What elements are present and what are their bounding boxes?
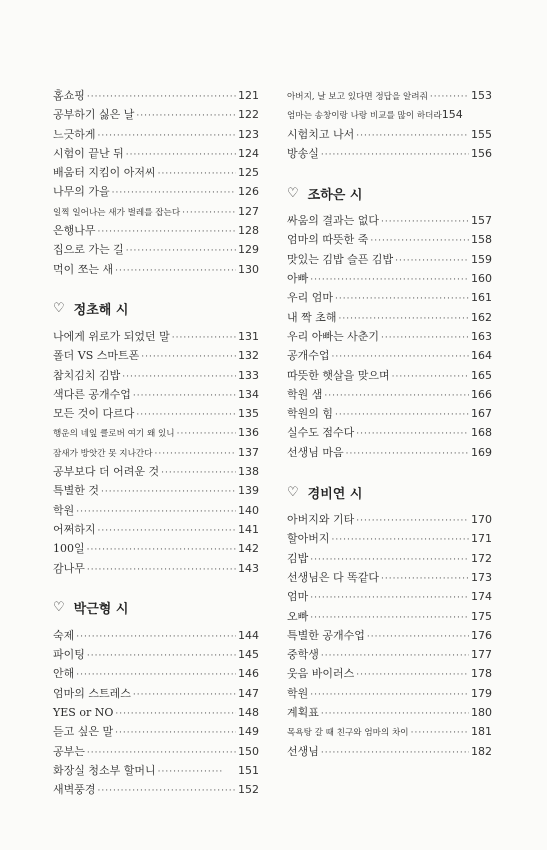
entry-page: 143	[238, 561, 259, 575]
toc-entry[interactable]	[53, 520, 259, 539]
leader-dots	[112, 184, 236, 203]
entry-title: 김밥	[287, 551, 309, 565]
toc-entry[interactable]	[287, 645, 492, 664]
toc-entry[interactable]	[53, 684, 259, 703]
entry-title: 웃음 바이러스	[287, 667, 355, 681]
entry-page: 162	[471, 310, 492, 324]
leader-dots	[115, 705, 236, 724]
entry-title: 선생님은 다 똑같다	[287, 570, 380, 584]
leader-dots	[155, 445, 236, 464]
entry-page: 160	[471, 272, 492, 286]
toc-entry[interactable]	[53, 423, 259, 442]
entry-title: 시험이 끝난 뒤	[53, 146, 124, 160]
entry-title: 잠새가 방앗간 못 지나간다	[53, 448, 153, 459]
toc-entry[interactable]	[287, 703, 492, 722]
toc-entry[interactable]	[53, 481, 259, 500]
entry-page: 125	[238, 166, 259, 180]
entry-title: 학원	[287, 686, 309, 700]
entry-title: 집으로 가는 길	[53, 243, 124, 257]
entry-page: 156	[471, 146, 492, 160]
entry-page: 149	[238, 725, 259, 739]
toc-entry[interactable]	[287, 125, 492, 144]
toc-group	[53, 86, 259, 279]
entry-title: 나무의 가을	[53, 185, 110, 199]
toc-entry[interactable]	[287, 568, 492, 587]
toc-entry[interactable]	[53, 86, 259, 105]
leader-dots	[158, 165, 236, 184]
entry-page: 181	[471, 725, 492, 739]
toc-entry[interactable]	[287, 269, 492, 288]
leader-dots	[158, 763, 222, 782]
toc-entry[interactable]	[287, 366, 492, 385]
entry-page: 124	[238, 146, 259, 160]
entry-page: 161	[471, 291, 492, 305]
entry-page: 138	[238, 465, 259, 479]
toc-entry[interactable]	[53, 240, 259, 259]
toc-entry[interactable]	[287, 346, 492, 365]
entry-page: 121	[238, 89, 259, 102]
entry-page: 130	[238, 262, 259, 276]
leader-dots	[367, 628, 469, 647]
entry-title: 아빠	[287, 272, 309, 286]
toc-entry[interactable]	[53, 501, 259, 520]
entry-page: 174	[471, 590, 492, 604]
leader-dots	[381, 213, 469, 232]
entry-title: 특별한 공개수업	[287, 628, 365, 642]
entry-title: 선생님	[287, 744, 319, 758]
entry-title: 공부보다 더 어려운 것	[53, 465, 160, 479]
entry-page: 178	[471, 667, 492, 681]
leader-dots	[356, 127, 469, 146]
toc-entry[interactable]	[53, 443, 259, 462]
section-title: 조하은 시	[307, 187, 363, 203]
entry-title: 학원	[53, 503, 75, 517]
toc-entry[interactable]	[287, 423, 492, 442]
toc-entry[interactable]	[53, 163, 259, 182]
toc-entry[interactable]	[53, 539, 259, 558]
entry-title: 오빠	[287, 609, 309, 623]
leader-dots	[321, 744, 469, 763]
toc-entry[interactable]	[53, 626, 259, 645]
toc-entry[interactable]	[287, 385, 492, 404]
entry-title: 모든 것이 다르다	[53, 407, 135, 421]
toc-entry[interactable]	[287, 607, 492, 626]
leader-dots	[356, 512, 469, 531]
entry-page: 167	[471, 407, 492, 421]
leader-dots	[310, 686, 469, 705]
entry-page: 177	[471, 648, 492, 662]
leader-dots	[381, 570, 469, 589]
entry-page: 153	[471, 89, 492, 102]
entry-title: 나에게 위로가 되었던 말	[53, 329, 170, 343]
entry-title: 아버지, 날 보고 있다면 정답을 알려줘	[287, 92, 428, 102]
toc-group	[287, 510, 492, 761]
leader-dots	[76, 503, 236, 522]
entry-title: 듣고 싶은 말	[53, 725, 114, 739]
entry-page: 163	[471, 329, 492, 343]
entry-title: 엄마는 송창이랑 나랑 비교를 많이 하더라	[287, 111, 442, 122]
entry-page: 157	[471, 214, 492, 228]
toc-left-column	[53, 86, 259, 800]
toc-entry[interactable]	[53, 559, 259, 578]
entry-page: 172	[471, 551, 492, 565]
entry-page: 134	[238, 387, 259, 401]
leader-dots	[381, 329, 469, 348]
toc-entry[interactable]	[53, 327, 259, 346]
leader-dots	[136, 107, 236, 126]
entry-title: 행운의 네잎 클로버 여기 왜 있니	[53, 429, 175, 440]
section-header	[53, 299, 259, 319]
entry-page: 180	[471, 706, 492, 720]
entry-title: 학원의 힘	[287, 407, 334, 421]
entry-page: 170	[471, 513, 492, 527]
leader-dots	[356, 666, 469, 685]
leader-dots	[392, 368, 469, 387]
toc-entry[interactable]	[287, 626, 492, 645]
toc-entry[interactable]	[287, 510, 492, 529]
toc-entry[interactable]	[53, 260, 259, 279]
entry-title: 색다른 공개수업	[53, 387, 131, 401]
toc-entry[interactable]	[53, 742, 259, 761]
entry-page: 132	[238, 349, 259, 363]
leader-dots	[115, 262, 236, 281]
leader-dots	[324, 387, 469, 406]
entry-title: 학원 샘	[287, 387, 323, 401]
toc-group	[287, 211, 492, 462]
entry-title: 새벽풍경	[53, 783, 96, 797]
leader-dots	[182, 204, 236, 223]
entry-title: 공부는	[53, 744, 85, 758]
leader-dots	[122, 368, 236, 387]
leader-dots	[321, 146, 469, 165]
entry-title: 목욕탕 갈 때 친구와 엄마의 차이	[287, 728, 409, 739]
section-title: 정초해 시	[73, 303, 129, 319]
entry-title: 감나무	[53, 561, 85, 575]
toc-entry[interactable]	[287, 86, 492, 105]
toc-entry[interactable]	[287, 742, 492, 761]
entry-title: 화장실 청소부 할머니	[53, 763, 156, 777]
toc-entry[interactable]	[53, 761, 259, 780]
toc-right-column	[287, 86, 492, 761]
leader-dots	[335, 290, 469, 309]
toc-entry[interactable]	[287, 664, 492, 683]
leader-dots	[321, 705, 469, 724]
toc-group	[53, 626, 259, 800]
entry-page: 159	[471, 252, 492, 266]
entry-page: 155	[471, 127, 492, 141]
leader-dots	[310, 271, 469, 290]
toc-entry[interactable]	[53, 722, 259, 741]
entry-page: 173	[471, 570, 492, 584]
toc-entry[interactable]	[287, 404, 492, 423]
leader-dots	[101, 483, 236, 502]
heart-icon: ♡	[287, 484, 299, 500]
leader-dots	[161, 464, 236, 483]
entry-title: 파이팅	[53, 648, 85, 662]
leader-dots	[136, 406, 236, 425]
toc-entry[interactable]	[287, 105, 492, 124]
toc-entry[interactable]	[53, 385, 259, 404]
section-header	[53, 598, 259, 618]
entry-title: 공부하기 싫은 날	[53, 108, 135, 122]
toc-entry[interactable]	[53, 366, 259, 385]
section-title: 경비연 시	[307, 486, 363, 502]
entry-page: 150	[238, 744, 259, 758]
entry-title: 폴더 VS 스마트폰	[53, 349, 140, 363]
entry-page: 175	[471, 609, 492, 623]
entry-title: 참치김치 김밥	[53, 368, 121, 382]
leader-dots	[177, 425, 236, 444]
entry-page: 152	[238, 783, 259, 797]
entry-page: 141	[238, 522, 259, 536]
entry-page: 122	[238, 108, 259, 122]
entry-title: 방송실	[287, 146, 319, 160]
leader-dots	[356, 425, 469, 444]
entry-title: 100일	[53, 542, 85, 556]
toc-entry[interactable]	[53, 703, 259, 722]
toc-entry[interactable]	[53, 462, 259, 481]
entry-page: 133	[238, 368, 259, 382]
toc-entry[interactable]	[287, 443, 492, 462]
entry-title: 싸움의 결과는 없다	[287, 214, 380, 228]
entry-title: 할아버지	[287, 532, 330, 546]
entry-title: 먹이 쪼는 새	[53, 262, 114, 276]
toc-entry[interactable]	[287, 308, 492, 327]
toc-entry[interactable]	[53, 645, 259, 664]
toc-entry[interactable]	[53, 404, 259, 423]
toc-entry[interactable]	[287, 549, 492, 568]
entry-title: 선생님 마음	[287, 445, 344, 459]
entry-page: 131	[238, 329, 259, 343]
leader-dots	[87, 561, 236, 580]
toc-entry[interactable]	[53, 144, 259, 163]
entry-title: 우리 엄마	[287, 291, 334, 305]
toc-entry[interactable]	[287, 144, 492, 163]
entry-title: YES or NO	[53, 706, 114, 720]
entry-page: 127	[238, 204, 259, 218]
entry-title: 내 짝 초해	[287, 310, 337, 324]
entry-page: 176	[471, 628, 492, 642]
entry-page: 139	[238, 484, 259, 498]
leader-dots	[133, 387, 236, 406]
leader-dots	[141, 348, 236, 367]
entry-title: 엄마의 스트레스	[53, 686, 131, 700]
entry-page: 146	[238, 667, 259, 681]
toc-entry[interactable]	[287, 684, 492, 703]
toc-entry[interactable]	[53, 182, 259, 201]
entry-title: 일찍 일어나는 새가 벌레를 잡는다	[53, 207, 181, 218]
toc-group	[53, 327, 259, 578]
leader-dots	[98, 522, 236, 541]
toc-entry[interactable]	[287, 529, 492, 548]
entry-page: 145	[238, 648, 259, 662]
leader-dots	[87, 647, 236, 666]
entry-title: 엄마	[287, 590, 309, 604]
entry-page: 182	[471, 744, 492, 758]
entry-page: 135	[238, 407, 259, 421]
entry-page: 158	[471, 233, 492, 247]
toc-entry[interactable]	[287, 211, 492, 230]
entry-page: 168	[471, 426, 492, 440]
toc-entry[interactable]	[53, 664, 259, 683]
leader-dots	[335, 406, 469, 425]
entry-page: 126	[238, 185, 259, 199]
entry-page: 137	[238, 445, 259, 459]
section-header	[287, 183, 492, 203]
entry-title: 아버지와 기타	[287, 513, 355, 527]
heart-icon: ♡	[287, 185, 299, 201]
leader-dots	[332, 531, 469, 550]
toc-entry[interactable]	[53, 125, 259, 144]
toc-entry[interactable]	[287, 250, 492, 269]
entry-page: 169	[471, 445, 492, 459]
entry-title: 따뜻한 햇살을 맞으며	[287, 368, 390, 382]
toc-entry[interactable]	[53, 202, 259, 221]
leader-dots	[411, 724, 469, 743]
entry-page: 147	[238, 686, 259, 700]
entry-title: 공개수업	[287, 349, 330, 363]
leader-dots	[98, 782, 236, 801]
entry-page: 123	[238, 127, 259, 141]
entry-page: 144	[238, 628, 259, 642]
entry-page: 129	[238, 243, 259, 257]
entry-page: 164	[471, 349, 492, 363]
leader-dots	[76, 628, 236, 647]
entry-title: 맛있는 김밥 슬픈 김밥	[287, 252, 394, 266]
entry-title: 안해	[53, 667, 75, 681]
heart-icon: ♡	[53, 301, 65, 317]
toc-entry[interactable]	[287, 587, 492, 606]
leader-dots	[133, 686, 236, 705]
toc-entry[interactable]	[53, 780, 259, 799]
entry-title: 어쩌하지	[53, 522, 96, 536]
entry-title: 배움터 지킴이 아저씨	[53, 166, 156, 180]
toc-entry[interactable]	[287, 230, 492, 249]
leader-dots	[395, 252, 469, 271]
entry-title: 느긋하게	[53, 127, 96, 141]
entry-title: 계획표	[287, 706, 319, 720]
entry-page: 151	[238, 763, 259, 777]
toc-entry[interactable]	[287, 327, 492, 346]
toc-entry[interactable]	[287, 722, 492, 741]
leader-dots	[172, 329, 236, 348]
entry-title: 특별한 것	[53, 484, 100, 498]
toc-entry[interactable]	[53, 105, 259, 124]
entry-title: 엄마의 따뜻한 죽	[287, 233, 369, 247]
entry-page: 165	[471, 368, 492, 382]
entry-title: 우리 아빠는 사춘기	[287, 329, 380, 343]
leader-dots	[115, 724, 236, 743]
heart-icon: ♡	[53, 600, 65, 616]
toc-entry[interactable]	[287, 288, 492, 307]
entry-page: 171	[471, 532, 492, 546]
entry-page: 128	[238, 224, 259, 238]
entry-title: 숙제	[53, 628, 75, 642]
toc-group	[287, 86, 492, 163]
entry-page: 148	[238, 706, 259, 720]
toc-entry[interactable]	[53, 346, 259, 365]
entry-page: 142	[238, 542, 259, 556]
leader-dots	[346, 445, 469, 464]
leader-dots	[310, 589, 469, 608]
section-title: 박근형 시	[73, 602, 129, 618]
toc-entry[interactable]	[53, 221, 259, 240]
entry-title: 홈쇼핑	[53, 89, 85, 102]
leader-dots	[126, 242, 236, 261]
entry-title: 중학생	[287, 648, 319, 662]
entry-page: 140	[238, 503, 259, 517]
entry-page: 179	[471, 686, 492, 700]
entry-page: 154	[441, 108, 463, 122]
entry-title: 실수도 점수다	[287, 426, 355, 440]
entry-page: 166	[471, 387, 492, 401]
entry-title: 시험치고 나서	[287, 127, 355, 141]
leader-dots	[87, 541, 236, 560]
entry-page: 136	[238, 426, 259, 440]
entry-title: 은행나무	[53, 224, 96, 238]
section-header	[287, 482, 492, 502]
